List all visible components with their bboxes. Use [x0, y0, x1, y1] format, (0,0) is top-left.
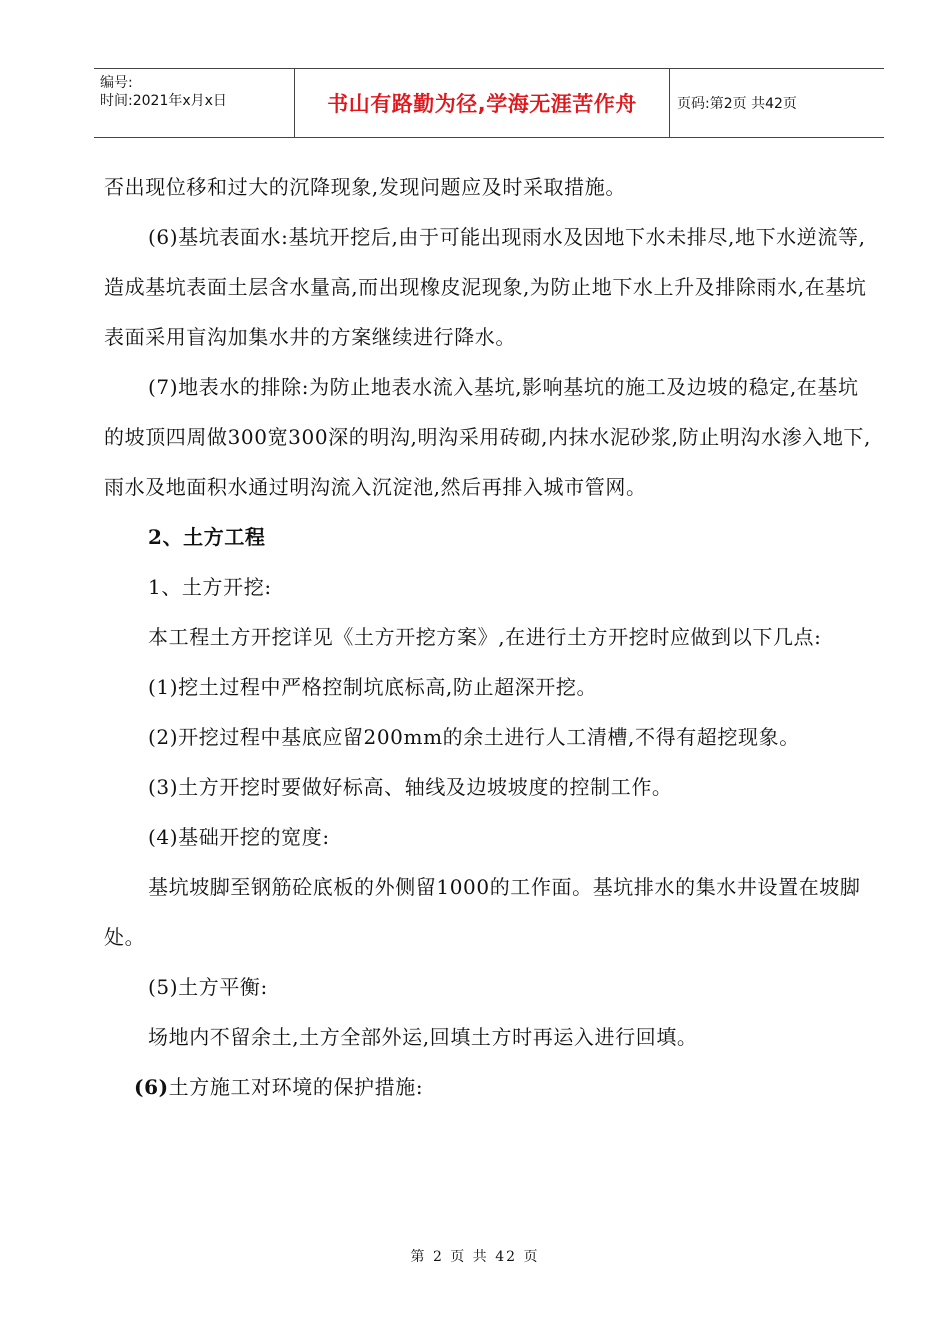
document-number-label: 编号: — [100, 75, 133, 91]
list-item-number: (6) — [134, 1075, 169, 1099]
list-item: (3)土方开挖时要做好标高、轴线及边坡坡度的控制工作。 — [148, 775, 673, 799]
list-item: (2)开挖过程中基底应留200mm的余土进行人工清槽,不得有超挖现象。 — [148, 725, 800, 749]
list-item: (1)挖土过程中严格控制坑底标高,防止超深开挖。 — [148, 675, 598, 699]
document-time-label: 时间:2021年x月x日 — [100, 93, 227, 109]
header-motto-cell — [294, 69, 670, 137]
paragraph: 场地内不留余土,土方全部外运,回填土方时再运入进行回填。 — [148, 1025, 698, 1049]
paragraph: 本工程土方开挖详见《土方开挖方案》,在进行土方开挖时应做到以下几点: — [148, 625, 822, 649]
section-title: 2、土方工程 — [148, 525, 266, 549]
page-footer: 第 2 页 共 42 页 — [410, 1249, 540, 1265]
paragraph: 基坑坡脚至钢筋砼底板的外侧留1000的工作面。基坑排水的集水井设置在坡脚处。 — [104, 875, 861, 949]
list-item: (5)土方平衡: — [148, 975, 268, 999]
document-body — [104, 162, 876, 1112]
header-page-label: 页码:第2页 共42页 — [677, 96, 797, 112]
subsection-title: 1、土方开挖: — [148, 575, 272, 599]
header-motto: 书山有路勤为径,学海无涯苦作舟 — [327, 92, 637, 116]
page-header — [94, 68, 884, 138]
header-meta — [94, 69, 294, 137]
paragraph: (6)基坑表面水:基坑开挖后,由于可能出现雨水及因地下水未排尽,地下水逆流等,造成基坑表面土层含水量高,而出现橡皮泥现象,为防止地下水上升及排除雨水,在基坑表面采用盲沟加集水井的方案继续进行降水。 — [104, 225, 867, 349]
list-item: (4)基础开挖的宽度: — [148, 825, 330, 849]
paragraph: 否出现位移和过大的沉降现象,发现问题应及时采取措施。 — [104, 175, 626, 199]
list-item — [104, 1062, 876, 1112]
list-item-text: 土方施工对环境的保护措施: — [168, 1075, 424, 1099]
paragraph: (7)地表水的排除:为防止地表水流入基坑,影响基坑的施工及边坡的稳定,在基坑的坡顶四周做300宽300深的明沟,明沟采用砖砌,内抹水泥砂浆,防止明沟水渗入地下,雨水及地面积水通过明沟流入沉淀池,然后再排入城市管网。 — [104, 375, 871, 499]
header-page-cell — [669, 69, 884, 137]
